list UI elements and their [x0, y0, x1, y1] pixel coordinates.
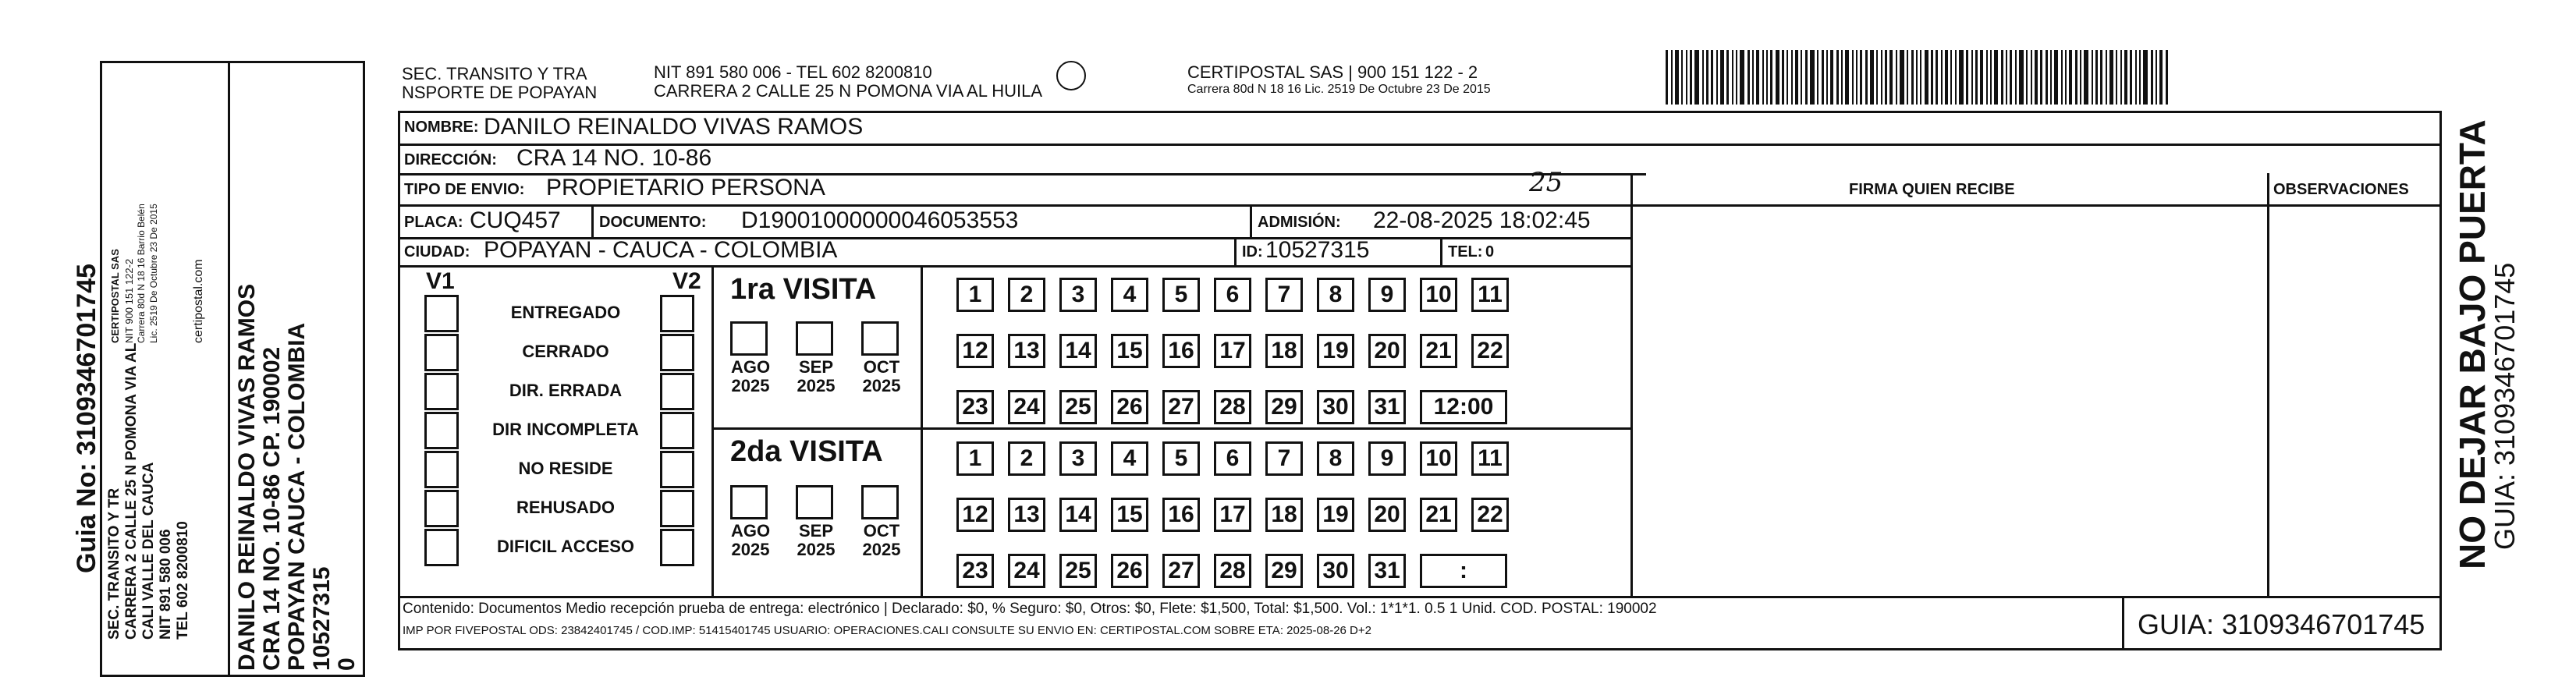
- v2-checkbox[interactable]: [660, 334, 694, 371]
- day-cell[interactable]: 1: [956, 441, 994, 476]
- day-cell[interactable]: 26: [1111, 554, 1148, 588]
- day-cell[interactable]: 24: [1008, 390, 1045, 424]
- barcode-bar: [1966, 50, 1968, 105]
- placa-value: CUQ457: [470, 207, 561, 233]
- barcode-bar: [1726, 50, 1729, 105]
- day-cell[interactable]: 7: [1265, 278, 1303, 312]
- v2-checkbox[interactable]: [660, 373, 694, 410]
- barcode-bar: [1690, 50, 1692, 105]
- day-cell[interactable]: 26: [1111, 390, 1148, 424]
- day-cell[interactable]: 6: [1214, 278, 1251, 312]
- barcode-bar: [1856, 50, 1857, 105]
- barcode-bar: [1889, 50, 1893, 105]
- barcode-icon: [1666, 50, 2170, 105]
- barcode-bar: [1795, 50, 1798, 105]
- direccion-value: CRA 14 NO. 10-86: [516, 145, 712, 171]
- month-label: OCT: [863, 521, 900, 541]
- barcode-bar: [1776, 50, 1779, 105]
- barcode-bar: [1907, 50, 1908, 105]
- status-label: NO RESIDE: [518, 459, 613, 478]
- day-cell[interactable]: 4: [1111, 441, 1148, 476]
- side-guia-number: GUIA: 3109346701745: [2489, 262, 2521, 550]
- documento-value: D19001000000046053553: [741, 207, 1019, 233]
- admision-label: ADMISIÓN:: [1258, 214, 1341, 231]
- day-cell[interactable]: 11: [1471, 441, 1509, 476]
- stub-sender-line: TEL 602 8200810: [175, 521, 191, 640]
- barcode-bar: [1675, 50, 1679, 105]
- day-cell[interactable]: 29: [1265, 390, 1303, 424]
- barcode-bar: [1896, 50, 1897, 105]
- barcode-bar: [1900, 50, 1904, 105]
- day-cell[interactable]: 9: [1368, 278, 1406, 312]
- barcode-bar: [1752, 50, 1754, 105]
- month-label: AGO: [730, 521, 771, 541]
- admision-value: 22-08-2025 18:02:45: [1373, 207, 1591, 233]
- stub-courier-line: Carrera 80d N 18 16 Barrio Belén: [136, 204, 147, 343]
- nombre-value: DANILO REINALDO VIVAS RAMOS: [484, 114, 864, 140]
- barcode-bar: [1801, 50, 1802, 105]
- footer-imp-line: IMP POR FIVEPOSTAL ODS: 23842401745 / COD.IMP: 51415401745 USUARIO: OPERACIONES.CALI CONSULTE SU ENVIO EN: CERTIPOSTAL.COM SOBRE ETA: 2025-08-26 D+2: [403, 624, 1371, 637]
- firma-quien-recibe: FIRMA QUIEN RECIBE: [1849, 181, 2015, 198]
- barcode-bar: [1865, 50, 1868, 105]
- visit-time[interactable]: :: [1420, 554, 1507, 588]
- barcode-bar: [1852, 50, 1854, 105]
- v1-checkbox[interactable]: [424, 529, 459, 566]
- barcode-bar: [1990, 50, 1992, 105]
- day-cell[interactable]: 17: [1214, 498, 1251, 532]
- tipo-envio-label: TIPO DE ENVIO:: [404, 181, 525, 198]
- day-cell[interactable]: 12: [956, 334, 994, 368]
- year-label: 2025: [731, 376, 770, 395]
- barcode-bar: [2031, 50, 2032, 105]
- barcode-bar: [1986, 50, 1988, 105]
- status-label: REHUSADO: [516, 498, 615, 517]
- guia-number-vertical: Guia No: 3109346701745: [72, 264, 101, 573]
- barcode-bar: [2010, 50, 2012, 105]
- barcode-bar: [1955, 50, 1957, 105]
- day-cell[interactable]: 12: [956, 498, 994, 532]
- day-cell[interactable]: 6: [1214, 441, 1251, 476]
- stub-sender-line: SEC. TRANSITO Y TR: [106, 487, 122, 640]
- barcode-bar: [2120, 50, 2122, 105]
- stub-recipient-line: 0: [334, 658, 360, 671]
- header-nit-line2: CARRERA 2 CALLE 25 N POMONA VIA AL HUILA: [654, 81, 1043, 101]
- barcode-bar: [1841, 50, 1843, 105]
- month-checkbox[interactable]: [861, 485, 899, 519]
- v2-checkbox[interactable]: [660, 295, 694, 332]
- barcode-bar: [2139, 50, 2141, 105]
- day-cell[interactable]: 7: [1265, 441, 1303, 476]
- day-cell[interactable]: 30: [1317, 554, 1354, 588]
- day-cell[interactable]: 13: [1008, 498, 1045, 532]
- day-cell[interactable]: 31: [1368, 554, 1406, 588]
- stub-recipient-line: CRA 14 NO. 10-86 CP. 190002: [259, 346, 285, 671]
- barcode-bar: [1860, 50, 1862, 105]
- day-cell[interactable]: 18: [1265, 334, 1303, 368]
- barcode-bar: [2156, 50, 2157, 105]
- direccion-label: DIRECCIÓN:: [404, 151, 497, 168]
- v1-checkbox[interactable]: [424, 412, 459, 449]
- barcode-bar: [1732, 50, 1733, 105]
- day-cell[interactable]: 2: [1008, 441, 1045, 476]
- status-label: CERRADO: [522, 342, 609, 361]
- barcode-bar: [2065, 50, 2067, 105]
- barcode-bar: [2015, 50, 2017, 105]
- month-label: AGO: [730, 357, 771, 377]
- barcode-bar: [2026, 50, 2028, 105]
- certipostal-logo-icon: [1056, 61, 1086, 90]
- day-cell[interactable]: 16: [1162, 498, 1200, 532]
- nombre-label: NOMBRE:: [404, 119, 479, 136]
- barcode-bar: [1817, 50, 1818, 105]
- barcode-bar: [1805, 50, 1808, 105]
- guia-footer-number: GUIA: 3109346701745: [2138, 608, 2425, 640]
- documento-label: DOCUMENTO:: [599, 214, 707, 231]
- stub-courier-line: NIT 900 151 122-2: [123, 258, 135, 343]
- barcode-bar: [1756, 50, 1759, 105]
- stub-courier-line: Lic. 2519 De Octubre 23 De 2015: [148, 204, 159, 343]
- v1-checkbox[interactable]: [424, 451, 459, 488]
- barcode-bar: [1686, 50, 1687, 105]
- barcode-bar: [1681, 50, 1683, 105]
- barcode-bar: [2135, 50, 2137, 105]
- barcode-bar: [2159, 50, 2163, 105]
- barcode-bar: [2040, 50, 2042, 105]
- barcode-bar: [1711, 50, 1713, 105]
- status-label: DIR. ERRADA: [509, 381, 623, 400]
- day-cell[interactable]: 30: [1317, 390, 1354, 424]
- day-cell[interactable]: 23: [956, 390, 994, 424]
- barcode-bar: [1950, 50, 1952, 105]
- barcode-bar: [1810, 50, 1815, 105]
- day-cell[interactable]: 16: [1162, 334, 1200, 368]
- barcode-bar: [1994, 50, 1998, 105]
- barcode-bar: [2046, 50, 2048, 105]
- stub-courier-line: CERTIPOSTAL SAS: [109, 249, 121, 343]
- header-courier-line2: Carrera 80d N 18 16 Lic. 2519 De Octubre 23 De 2015: [1187, 83, 1491, 96]
- day-cell[interactable]: 14: [1059, 334, 1097, 368]
- day-cell[interactable]: 28: [1214, 390, 1251, 424]
- v2-checkbox[interactable]: [660, 412, 694, 449]
- barcode-bar: [1762, 50, 1764, 105]
- day-cell[interactable]: 24: [1008, 554, 1045, 588]
- barcode-bar: [1830, 50, 1833, 105]
- month-checkbox[interactable]: [730, 485, 768, 519]
- barcode-bar: [2124, 50, 2127, 105]
- barcode-bar: [1980, 50, 1983, 105]
- v1-checkbox[interactable]: [424, 490, 459, 527]
- first-visit-title: 1ra VISITA: [730, 273, 877, 306]
- day-cell[interactable]: 10: [1420, 278, 1457, 312]
- tel-label: TEL:: [1448, 243, 1483, 261]
- barcode-bar: [1975, 50, 1978, 105]
- tel-value: 0: [1485, 243, 1495, 261]
- day-cell[interactable]: 22: [1471, 334, 1509, 368]
- v1-checkbox[interactable]: [424, 295, 459, 332]
- barcode-bar: [1736, 50, 1737, 105]
- year-label: 2025: [862, 376, 901, 395]
- day-cell[interactable]: 27: [1162, 554, 1200, 588]
- barcode-bar: [2109, 50, 2113, 105]
- v2-checkbox[interactable]: [660, 451, 694, 488]
- barcode-bar: [2143, 50, 2148, 105]
- barcode-bar: [1782, 50, 1784, 105]
- barcode-bar: [2080, 50, 2081, 105]
- barcode-bar: [2069, 50, 2072, 105]
- barcode-bar: [1876, 50, 1878, 105]
- day-cell[interactable]: 21: [1420, 334, 1457, 368]
- day-cell[interactable]: 8: [1317, 441, 1354, 476]
- barcode-bar: [2075, 50, 2077, 105]
- barcode-bar: [2166, 50, 2168, 105]
- barcode-bar: [1694, 50, 1699, 105]
- barcode-bar: [1791, 50, 1793, 105]
- barcode-bar: [1845, 50, 1849, 105]
- ciudad-value: POPAYAN - CAUCA - COLOMBIA: [484, 237, 838, 263]
- v2-checkbox[interactable]: [660, 529, 694, 566]
- id-label: ID:: [1242, 243, 1263, 261]
- day-cell[interactable]: 31: [1368, 390, 1406, 424]
- day-cell[interactable]: 4: [1111, 278, 1148, 312]
- barcode-bar: [1931, 50, 1933, 105]
- stub-recipient-line: 10527315: [309, 566, 335, 671]
- day-cell[interactable]: 17: [1214, 334, 1251, 368]
- barcode-bar: [1916, 50, 1918, 105]
- status-label: ENTREGADO: [510, 303, 621, 322]
- barcode-bar: [2050, 50, 2052, 105]
- barcode-bar: [1822, 50, 1824, 105]
- day-cell[interactable]: 11: [1471, 278, 1509, 312]
- day-cell[interactable]: 1: [956, 278, 994, 312]
- day-cell[interactable]: 25: [1059, 390, 1097, 424]
- barcode-bar: [1720, 50, 1724, 105]
- year-label: 2025: [797, 540, 836, 559]
- barcode-bar: [1920, 50, 1921, 105]
- v2-checkbox[interactable]: [660, 490, 694, 527]
- day-cell[interactable]: 20: [1368, 334, 1406, 368]
- barcode-bar: [1716, 50, 1718, 105]
- v2-label: V2: [672, 268, 701, 294]
- month-checkbox[interactable]: [796, 321, 833, 356]
- v1-checkbox[interactable]: [424, 334, 459, 371]
- observaciones: OBSERVACIONES: [2273, 181, 2409, 198]
- header-courier-line1: CERTIPOSTAL SAS | 900 151 122 - 2: [1187, 62, 1478, 82]
- barcode-bar: [2116, 50, 2117, 105]
- barcode-bar: [1770, 50, 1772, 105]
- barcode-bar: [1870, 50, 1874, 105]
- day-cell[interactable]: 3: [1059, 278, 1097, 312]
- day-cell[interactable]: 20: [1368, 498, 1406, 532]
- day-cell[interactable]: 27: [1162, 390, 1200, 424]
- barcode-bar: [1941, 50, 1943, 105]
- barcode-bar: [1881, 50, 1882, 105]
- stub-recipient-line: POPAYAN CAUCA - COLOMBIA: [284, 322, 310, 671]
- ciudad-label: CIUDAD:: [404, 243, 470, 261]
- month-label: SEP: [798, 521, 834, 541]
- barcode-bar: [1740, 50, 1744, 105]
- barcode-bar: [1836, 50, 1839, 105]
- barcode-bar: [2006, 50, 2007, 105]
- stub-recipient-line: DANILO REINALDO VIVAS RAMOS: [234, 283, 260, 671]
- day-cell[interactable]: 14: [1059, 498, 1097, 532]
- month-checkbox[interactable]: [861, 321, 899, 356]
- status-label: DIFICIL ACCESO: [496, 537, 634, 556]
- barcode-bar: [2019, 50, 2024, 105]
- barcode-bar: [2084, 50, 2088, 105]
- barcode-bar: [1747, 50, 1750, 105]
- barcode-bar: [1766, 50, 1768, 105]
- day-cell[interactable]: 21: [1420, 498, 1457, 532]
- barcode-bar: [1925, 50, 1928, 105]
- barcode-bar: [1702, 50, 1704, 105]
- barcode-bar: [1959, 50, 1964, 105]
- barcode-bar: [1671, 50, 1673, 105]
- day-cell[interactable]: 10: [1420, 441, 1457, 476]
- day-cell[interactable]: 29: [1265, 554, 1303, 588]
- barcode-bar: [2054, 50, 2058, 105]
- day-cell[interactable]: 22: [1471, 498, 1509, 532]
- stub-sender-line: NIT 891 580 006: [158, 529, 174, 640]
- month-checkbox[interactable]: [730, 321, 768, 356]
- stub-sender-line: CARRERA 2 CALLE 25 N POMONA VIA AL: [123, 342, 140, 640]
- no-dejar-bajo-puerta: NO DEJAR BAJO PUERTA: [2452, 119, 2493, 569]
- stub-sender-line: CALI VALLE DEL CAUCA: [140, 462, 157, 640]
- day-cell[interactable]: 23: [956, 554, 994, 588]
- barcode-bar: [2100, 50, 2102, 105]
- day-cell[interactable]: 9: [1368, 441, 1406, 476]
- header-sender-line2: NSPORTE DE POPAYAN: [402, 83, 598, 102]
- day-cell[interactable]: 19: [1317, 498, 1354, 532]
- barcode-bar: [2130, 50, 2132, 105]
- status-label: DIR INCOMPLETA: [492, 420, 639, 439]
- barcode-bar: [1936, 50, 1938, 105]
- barcode-bar: [1666, 50, 1668, 105]
- barcode-bar: [1826, 50, 1828, 105]
- day-cell[interactable]: 5: [1162, 278, 1200, 312]
- placa-label: PLACA:: [404, 214, 463, 231]
- barcode-bar: [2092, 50, 2093, 105]
- tipo-handwritten-note: 25: [1529, 167, 1563, 198]
- v1-label: V1: [426, 268, 455, 294]
- year-label: 2025: [797, 376, 836, 395]
- stub-website: certipostal.com: [192, 259, 205, 343]
- visit-time[interactable]: 12:00: [1420, 390, 1507, 424]
- tipo-envio-value: PROPIETARIO PERSONA: [546, 175, 825, 200]
- day-cell[interactable]: 5: [1162, 441, 1200, 476]
- id-value: 10527315: [1265, 237, 1370, 263]
- barcode-bar: [2106, 50, 2107, 105]
- barcode-bar: [1787, 50, 1788, 105]
- day-cell[interactable]: 28: [1214, 554, 1251, 588]
- day-cell[interactable]: 15: [1111, 334, 1148, 368]
- day-cell[interactable]: 3: [1059, 441, 1097, 476]
- second-visit-title: 2da VISITA: [730, 435, 883, 468]
- header-sender-line1: SEC. TRANSITO Y TRA: [402, 64, 587, 83]
- footer-content-line: Contenido: Documentos Medio recepción prueba de entrega: electrónico | Declarado: $0, % Seguro: $0, Otros: $0, Flete: $1,500, Total: $1,500. Vol.: 1*1*1. 0.5 1 Unid. COD. POSTAL: 190002: [403, 601, 1657, 617]
- barcode-bar: [2061, 50, 2063, 105]
- header-nit-line1: NIT 891 580 006 - TEL 602 8200810: [654, 62, 932, 82]
- year-label: 2025: [862, 540, 901, 559]
- month-label: SEP: [798, 357, 834, 377]
- barcode-bar: [2095, 50, 2098, 105]
- barcode-bar: [1911, 50, 1914, 105]
- day-cell[interactable]: 15: [1111, 498, 1148, 532]
- year-label: 2025: [731, 540, 770, 559]
- day-cell[interactable]: 8: [1317, 278, 1354, 312]
- day-cell[interactable]: 25: [1059, 554, 1097, 588]
- barcode-bar: [1945, 50, 1948, 105]
- day-cell[interactable]: 13: [1008, 334, 1045, 368]
- barcode-bar: [1885, 50, 1887, 105]
- barcode-bar: [1971, 50, 1973, 105]
- barcode-bar: [2001, 50, 2003, 105]
- day-cell[interactable]: 19: [1317, 334, 1354, 368]
- month-label: OCT: [863, 357, 900, 377]
- day-cell[interactable]: 18: [1265, 498, 1303, 532]
- v1-checkbox[interactable]: [424, 373, 459, 410]
- barcode-bar: [1706, 50, 1708, 105]
- month-checkbox[interactable]: [796, 485, 833, 519]
- barcode-bar: [2151, 50, 2153, 105]
- barcode-bar: [2035, 50, 2038, 105]
- day-cell[interactable]: 2: [1008, 278, 1045, 312]
